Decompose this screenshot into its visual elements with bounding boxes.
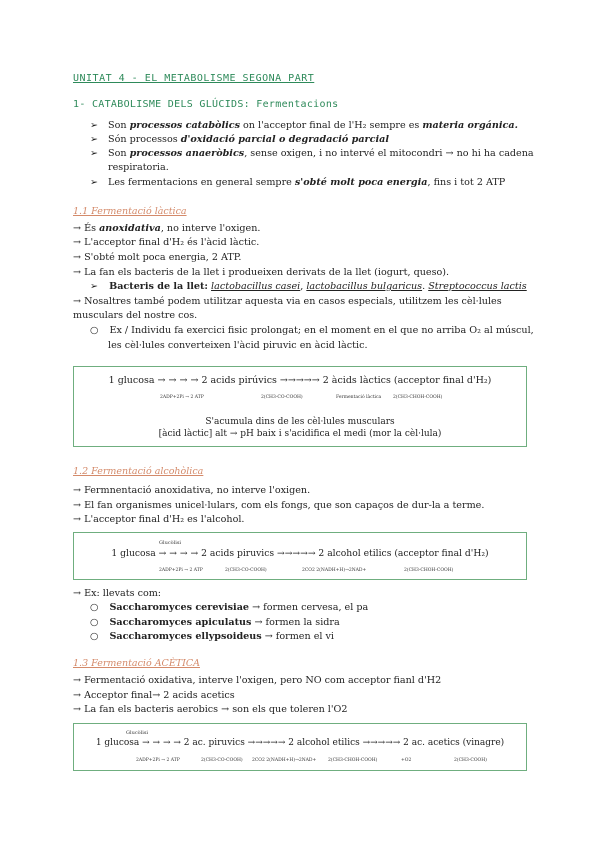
circle-bullet-icon: ○	[90, 631, 99, 642]
acetic-ethanol-formula: 2(CH3-CHOH-COOH)	[328, 758, 378, 763]
acetic-line-1: → Fermentació oxidativa, interve l'oxigen, pero NO com acceptor fianl d'H2	[73, 675, 442, 686]
alcohol-reaction: 1 glucosa → → → → 2 acids piruvics →→→→→ 2 alcohol etilics (acceptor final d'H₂)	[111, 548, 489, 559]
alcohol-heading: 1.2 Fermentació alcohòlica	[73, 466, 204, 477]
acetic-acid-formula: 2(CH3-COOH)	[454, 758, 487, 763]
circle-bullet-icon: ○	[90, 325, 99, 336]
lactic-example-cont: les cèl·lules converteixen l'àcid piruvic en àcid làctic.	[108, 340, 368, 351]
acetic-reaction-box	[73, 723, 527, 771]
bullet-text: Son processos anaeròbics, sense oxigen, i no intervé el mitocondri → no hi ha cadena	[108, 148, 534, 159]
alcohol-example-3: ○ Saccharomyces ellypsoideus → formen el vi	[90, 631, 334, 642]
bullet-text: Les fermentacions en general sempre s'obté molt poca energia, fins i tot 2 ATP	[108, 177, 506, 188]
acetic-oxygen-note: +O2	[401, 758, 412, 763]
alcohol-example-1: ○ Saccharomyces cerevisiae → formen cervesa, el pa	[90, 602, 369, 613]
circle-bullet-icon: ○	[90, 602, 99, 613]
lactic-heading: 1.1 Fermentació làctica	[73, 206, 187, 217]
intro-bullet-3-cont: respiratoria.	[108, 162, 169, 173]
lactic-fermentation-note: Fermentació làctica	[336, 395, 382, 400]
lactic-line-3: → S'obté molt poca energia, 2 ATP.	[73, 252, 242, 263]
alcohol-co2-note: 2CO2 2(NADH+H)→2NAD+	[302, 568, 367, 573]
arrow-bullet-icon: ➢	[90, 148, 99, 159]
section-heading: 1- CATABOLISME DELS GLÚCIDS: Fermentacions	[73, 99, 339, 110]
lactic-line-1: → És anoxidativa, no interve l'oxigen.	[73, 223, 261, 234]
lactic-reaction-box	[73, 366, 527, 447]
arrow-bullet-icon: ➢	[90, 281, 99, 292]
alcohol-line-1: → Fermnentació anoxidativa, no interve l'oxigen.	[73, 485, 311, 496]
lactic-piruvic-formula: 2(CH3-CO-COOH)	[261, 395, 303, 400]
intro-bullet-3	[90, 147, 534, 161]
alcohol-atp-note: 2ADP+2Pi → 2 ATP	[159, 568, 203, 573]
alcohol-reaction-box	[73, 532, 527, 580]
lactic-line-4: → La fan els bacteris de la llet i produeixen derivats de la llet (iogurt, queso).	[73, 267, 450, 278]
lactic-atp-note: 2ADP+2Pi → 2 ATP	[160, 395, 204, 400]
alcohol-line-3: → L'acceptor final d'H₂ es l'alcohol.	[73, 514, 245, 525]
alcohol-line-2: → El fan organismes unicel·lulars, com els fongs, que son capaços de dur-la a terme.	[73, 500, 485, 511]
intro-bullet-2	[90, 133, 389, 147]
acetic-reaction: 1 glucosa → → → → 2 ac. piruvics →→→→→ 2 alcohol etilics →→→→→ 2 ac. acetics (vinagre)	[95, 738, 505, 748]
lactic-reaction: 1 glucosa → → → → 2 acids pirúvics →→→→→ 2 àcids làctics (acceptor final d'H₂)	[108, 375, 492, 386]
alcohol-example-intro: → Ex: llevats com:	[73, 588, 162, 599]
alcohol-piruvic-formula: 2(CH3-CO-COOH)	[225, 568, 267, 573]
acetic-line-2: → Acceptor final→ 2 acids acetics	[73, 690, 235, 701]
glycolysis-label: Glucòlisi	[159, 540, 181, 546]
bullet-text: Son processos catabòlics on l'acceptor final de l'H₂ sempre es materia orgánica.	[108, 120, 518, 131]
acetic-piruvic-formula: 2(CH3-CO-COOH)	[201, 758, 243, 763]
alcohol-ethanol-formula: 2(CH3-CHOH-COOH)	[404, 568, 454, 573]
bullet-text: Són processos d'oxidació parcial o degradació parcial	[108, 134, 389, 145]
lactic-note-2: [àcid làctic] alt → pH baix i s'acidifica el medi (mor la cèl·lula)	[158, 429, 442, 439]
lactic-line-5-cont: musculars del nostre cos.	[73, 310, 198, 321]
alcohol-example-2: ○ Saccharomyces apiculatus → formen la sidra	[90, 617, 340, 628]
lactic-line-2: → L'acceptor final d'H₂ és l'àcid làctic.	[73, 237, 260, 248]
acetic-line-3: → La fan els bacteris aerobics → son els que toleren l'O2	[73, 704, 348, 715]
intro-bullet-4	[90, 176, 505, 190]
acetic-co2-note: 2CO2 2(NADH+H)→2NAD+	[252, 758, 317, 763]
lactic-note-1: S'acumula dins de les cèl·lules musculars	[205, 417, 395, 427]
lactic-bacteria: ➢ Bacteris de la llet: lactobacillus casei, lactobacillus bulgaricus. Streptococcus lactis	[90, 281, 527, 292]
arrow-bullet-icon: ➢	[90, 177, 99, 188]
intro-bullet-1	[90, 119, 518, 133]
arrow-bullet-icon: ➢	[90, 120, 99, 131]
lactic-example: ○ Ex / Individu fa exercici fisic prolongat; en el moment en el que no arriba O₂ al múscul,	[90, 325, 534, 336]
arrow-bullet-icon: ➢	[90, 134, 99, 145]
lactic-lactic-formula: 2(CH3-CHOH-COOH)	[393, 395, 443, 400]
acetic-atp-note: 2ADP+2Pi → 2 ATP	[136, 758, 180, 763]
lactic-line-5: → Nosaltres també podem utilitzar aquesta via en casos especials, utilitzem les cèl·lules	[73, 296, 502, 307]
acetic-heading: 1.3 Fermentació ACÈTICA	[73, 658, 200, 669]
glycolysis-label: Glucòlisi	[126, 730, 148, 736]
page-title: UNITAT 4 - EL METABOLISME SEGONA PART	[73, 73, 315, 84]
circle-bullet-icon: ○	[90, 617, 99, 628]
